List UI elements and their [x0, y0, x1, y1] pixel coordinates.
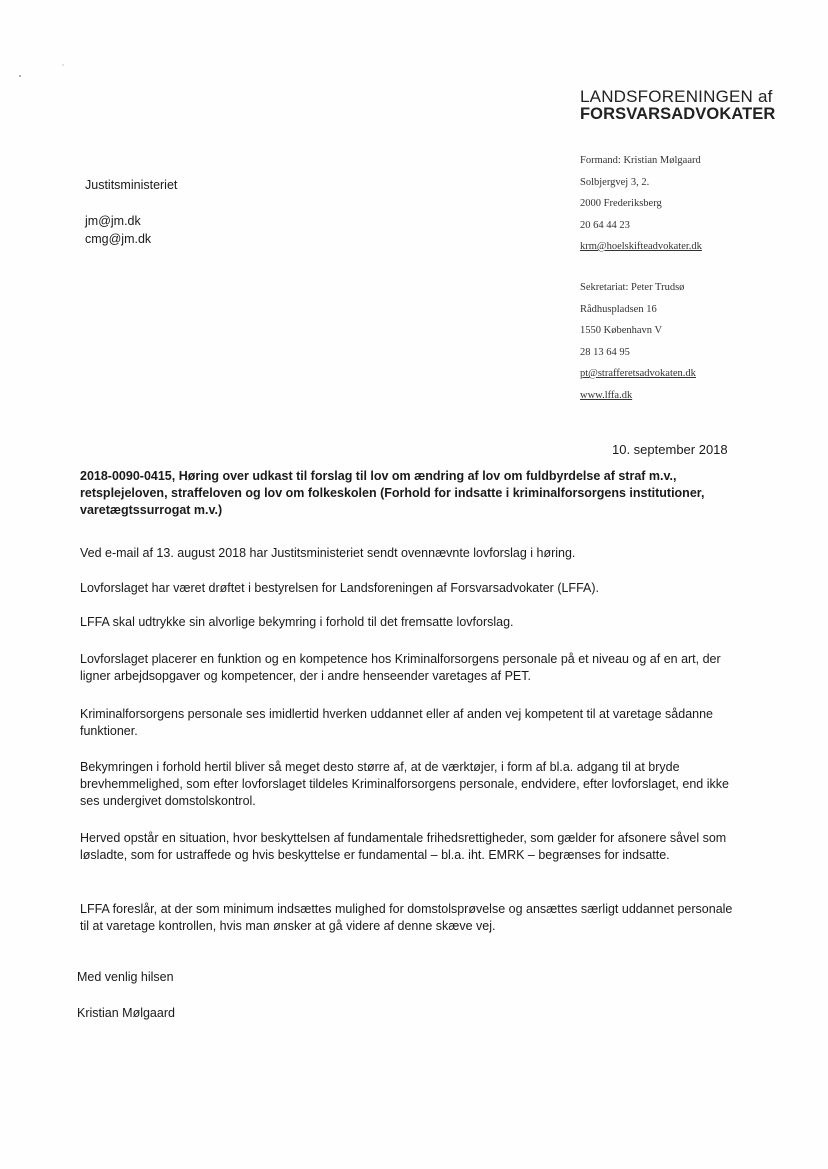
paragraph-4: Lovforslaget placerer en funktion og en kompetence hos Kriminalforsorgens personale på et niveau og af en art, der ligner arbejdsopgaver og kompetencer, der i andre henseender varetages af PET.: [80, 652, 721, 683]
scan-specks: [18, 62, 68, 82]
subject-heading: 2018-0090-0415, Høring over udkast til forslag til lov om ændring af lov om fuldbyrdelse af straf m.v., retsplejeloven, straffeloven og lov om folkeskolen (Forhold for indsatte i kriminalforsorgens institutioner, varetægtssurrogat m.v.): [80, 469, 705, 517]
closing-greeting: Med venlig hilsen: [77, 970, 174, 984]
paragraph-6: Bekymringen i forhold hertil bliver så meget desto større af, at de værktøjer, i form af bl.a. adgang til at bryde brevhemmelighed, som efter lovforslaget tildeles Kriminalforsorgens personale, endvidere, efter lovforslaget, end ikke ses undergivet domstolskontrol.: [80, 760, 729, 808]
paragraph-1: Ved e-mail af 13. august 2018 har Justitsministeriet sendt ovennævnte lovforslag i høring.: [80, 546, 576, 560]
recipient-email-2: cmg@jm.dk: [85, 232, 152, 246]
logo-line-2: FORSVARSADVOKATER: [580, 105, 776, 123]
chair-phone: 20 64 44 23: [580, 219, 630, 231]
website-link[interactable]: www.lffa.dk: [580, 389, 633, 401]
secretariat-email-link[interactable]: pt@strafferetsadvokaten.dk: [580, 368, 696, 379]
paragraph-7: Herved opstår en situation, hvor beskyttelsen af fundamentale frihedsrettigheder, som gælder for afsonere såvel som løsladte, som for ustraffede og hvis beskyttelse er fundamental – bl.a. iht. EMRK – begrænses for indsatte.: [80, 831, 727, 862]
chair-email-link[interactable]: krm@hoelskifteadvokater.dk: [580, 241, 702, 252]
secretariat-contact-block: [580, 282, 810, 411]
paragraph-5: Kriminalforsorgens personale ses imidlertid hverken uddannet eller af anden vej kompetent til at varetage sådanne funktioner.: [80, 707, 714, 738]
chair-street: Solbjergvej 3, 2.: [580, 176, 650, 188]
secretariat-city: 1550 København V: [580, 325, 663, 336]
paragraph-2: Lovforslaget har været drøftet i bestyrelsen for Landsforeningen af Forsvarsadvokater (LFFA).: [80, 581, 599, 595]
signer-name: Kristian Mølgaard: [77, 1006, 175, 1020]
recipient-block: [85, 178, 177, 250]
chair-contact-block: [580, 155, 810, 263]
secretariat-phone: 28 13 64 95: [580, 346, 630, 358]
chair-line: Formand: Kristian Mølgaard: [580, 155, 701, 166]
recipient-email-1: jm@jm.dk: [85, 214, 141, 228]
paragraph-8: LFFA foreslår, at der som minimum indsættes mulighed for domstolsprøvelse og ansættes særligt uddannet personale til at varetage kontrollen, hvis man ønsker at gå videre af denne skæve vej.: [80, 902, 733, 933]
organization-logo: [580, 88, 775, 123]
secretariat-street: Rådhuspladsen 16: [580, 303, 657, 315]
logo-line-1: LANDSFORENINGEN af: [580, 87, 773, 106]
paragraph-3: LFFA skal udtrykke sin alvorlige bekymring i forhold til det fremsatte lovforslag.: [80, 615, 514, 629]
recipient-name: Justitsministeriet: [85, 178, 178, 192]
letter-date: 10. september 2018: [612, 442, 728, 457]
secretariat-line: Sekretariat: Peter Trudsø: [580, 282, 685, 293]
chair-city: 2000 Frederiksberg: [580, 198, 662, 209]
